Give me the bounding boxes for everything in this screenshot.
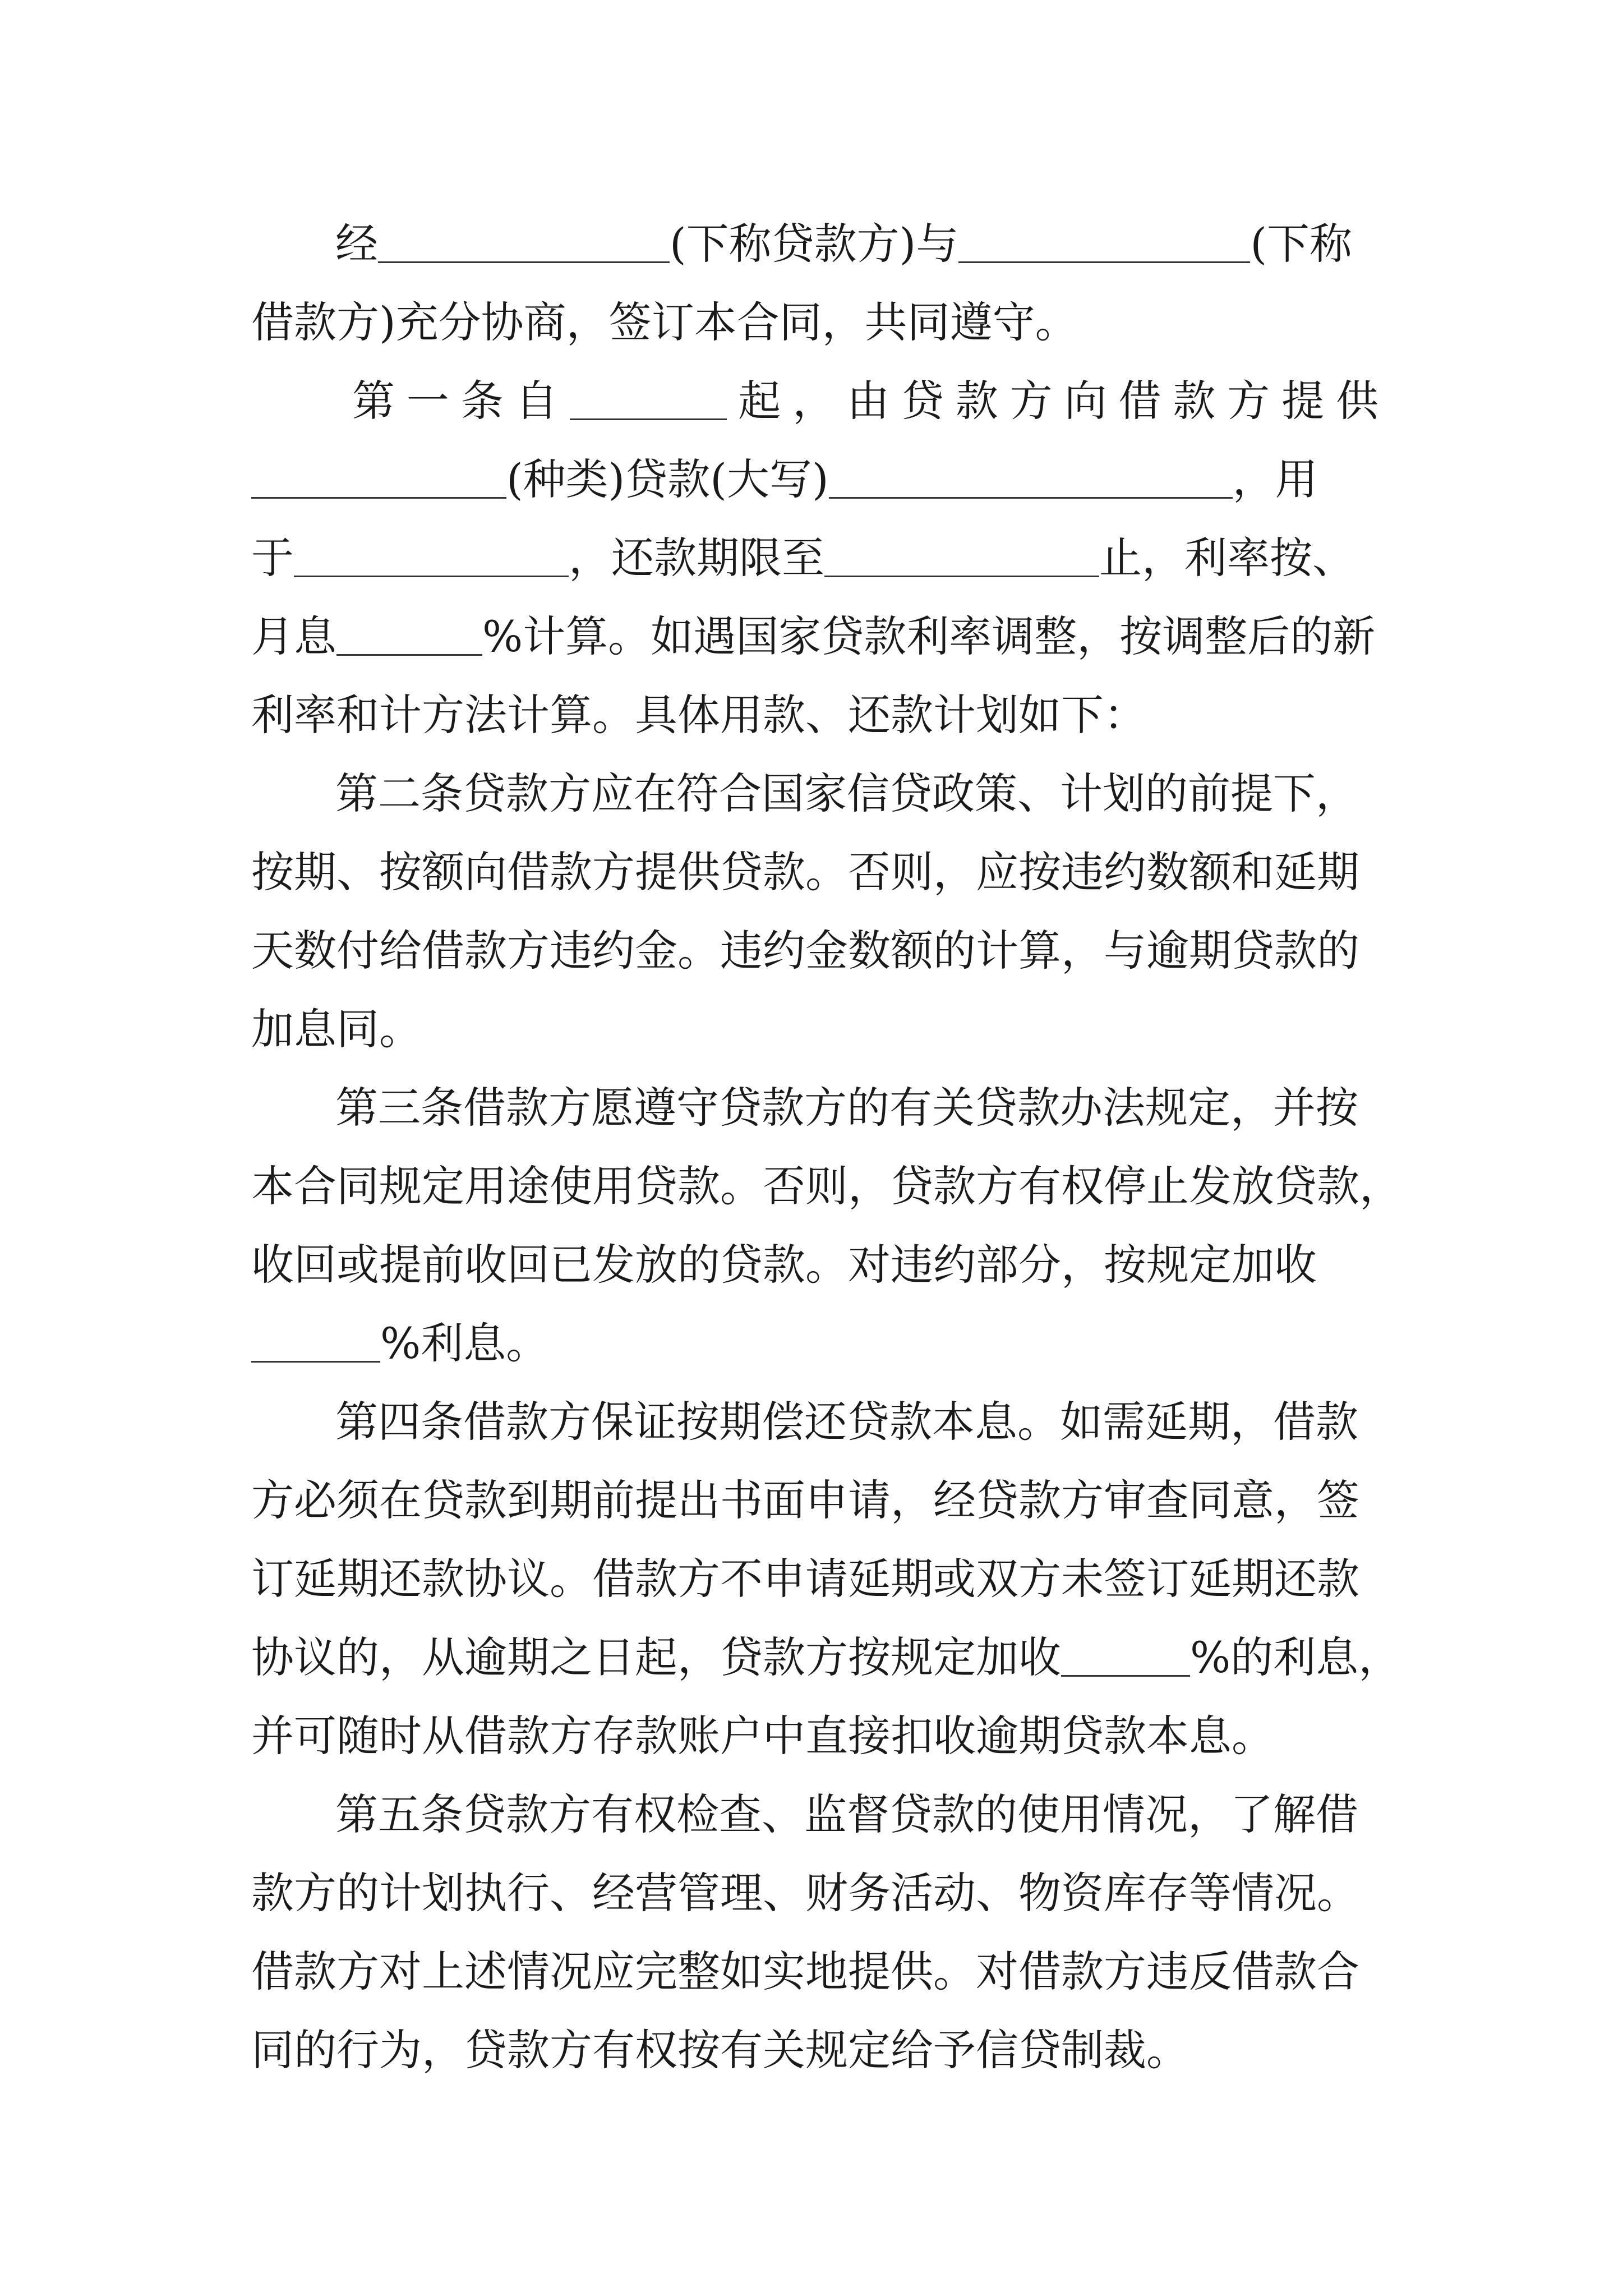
article5-line-2-text: 款方的计划执行、经营管理、财务活动、物资库存等情况。 (251, 1868, 1359, 1918)
article1-line-2-end: ，用 (1232, 454, 1318, 504)
article4-line-1 (335, 1383, 1378, 1461)
article5-line-3 (251, 1932, 1378, 2011)
lender-name-blank (378, 261, 670, 263)
intro-line-1 (335, 205, 1378, 283)
article5-line-4 (251, 2011, 1378, 2090)
article1-line-3-a: 于 (251, 533, 294, 583)
intro-line-2-text: 借款方)充分协商，签订本合同，共同遵守。 (251, 297, 1078, 347)
article1-line-5-text: 利率和计方法计算。具体用款、还款计划如下： (251, 690, 1146, 740)
article4-line-2 (251, 1461, 1378, 1540)
article2-line-4 (251, 990, 1378, 1069)
article1-line-2-text: (种类)贷款(大写) (506, 454, 829, 504)
article4-line-4 (251, 1618, 1401, 1697)
article1-text-a: 第一条自 (352, 376, 570, 426)
article5-line-1-text: 第五条贷款方有权检查、监督贷款的使用情况，了解借 (335, 1789, 1358, 1839)
monthly-interest-blank (336, 654, 482, 656)
article1-line-2 (251, 440, 1378, 519)
article5-line-3-text: 借款方对上述情况应完整如实地提供。对借款方违反借款合 (251, 1947, 1359, 1996)
article3-line-2-text: 本合同规定用途使用贷款。否则，贷款方有权停止发放贷款， (251, 1161, 1402, 1211)
article4-line-4-a: 协议的，从逾期之日起，贷款方按规定加收 (251, 1632, 1061, 1682)
article2-line-4-text: 加息同。 (251, 1004, 422, 1054)
article2-line-3-text: 天数付给借款方违约金。违约金数额的计算，与逾期贷款的 (251, 926, 1359, 976)
article4-line-2-text: 方必须在贷款到期前提出书面申请，经贷款方审查同意，签 (251, 1475, 1359, 1525)
intro-text-a: 经 (335, 219, 378, 269)
article4-line-4-b: %的利息， (1190, 1632, 1401, 1682)
loan-type-blank (251, 496, 506, 499)
article2-line-2-text: 按期、按额向借款方提供贷款。否则，应按违约数额和延期 (251, 847, 1359, 897)
article3-line-4 (251, 1304, 1378, 1383)
article3-line-3-text: 收回或提前收回已发放的贷款。对违约部分，按规定加收 (251, 1240, 1317, 1290)
article1-text-b: 起，由贷款方向借款方提供 (726, 376, 1378, 426)
start-date-blank (570, 418, 727, 420)
article3-line-2 (251, 1147, 1402, 1226)
repayment-date-blank (824, 575, 1099, 577)
article5-line-2 (251, 1854, 1378, 1932)
article4-line-3 (251, 1540, 1378, 1618)
article1-line-4-a: 月息 (251, 611, 336, 661)
intro-line-2 (251, 283, 1378, 362)
article3-line-3 (251, 1226, 1378, 1304)
article1-line-4 (251, 597, 1378, 676)
article3-line-1-text: 第三条借款方愿遵守贷款方的有关贷款办法规定，并按 (335, 1083, 1358, 1133)
article5-line-4-text: 同的行为，贷款方有权按有关规定给予信贷制裁。 (251, 2025, 1189, 2075)
article1-line-3 (251, 519, 1378, 597)
article2-line-1-text: 第二条贷款方应在符合国家信贷政策、计划的前提下， (335, 769, 1358, 818)
article3-line-1 (335, 1069, 1378, 1147)
article4-line-5-text: 并可随时从借款方存款账户中直接扣收逾期贷款本息。 (251, 1711, 1274, 1761)
article3-line-4-text: %利息。 (380, 1318, 549, 1368)
intro-text-b: (下称贷款方)与 (670, 219, 959, 269)
overdue-interest-blank (1061, 1674, 1190, 1677)
article4-line-1-text: 第四条借款方保证按期偿还贷款本息。如需延期，借款 (335, 1397, 1358, 1447)
article1-line-1 (352, 362, 1378, 440)
article4-line-3-text: 订延期还款协议。借款方不申请延期或双方未签订延期还款 (251, 1554, 1359, 1604)
article1-line-4-b: %计算。如遇国家贷款利率调整，按调整后的新 (482, 611, 1376, 661)
extra-interest-blank (251, 1360, 380, 1363)
article1-line-5 (251, 676, 1378, 754)
purpose-blank (294, 575, 569, 577)
article1-line-3-c: 止，利率按、 (1099, 533, 1355, 583)
borrower-name-blank (958, 261, 1250, 263)
intro-text-c: (下称 (1250, 219, 1352, 269)
article5-line-1 (335, 1775, 1378, 1854)
article1-line-3-b: ，还款期限至 (569, 533, 824, 583)
article2-line-1 (335, 754, 1378, 833)
article2-line-3 (251, 912, 1378, 990)
amount-in-words-blank (829, 496, 1233, 499)
article4-line-5 (251, 1697, 1378, 1775)
article2-line-2 (251, 833, 1378, 912)
